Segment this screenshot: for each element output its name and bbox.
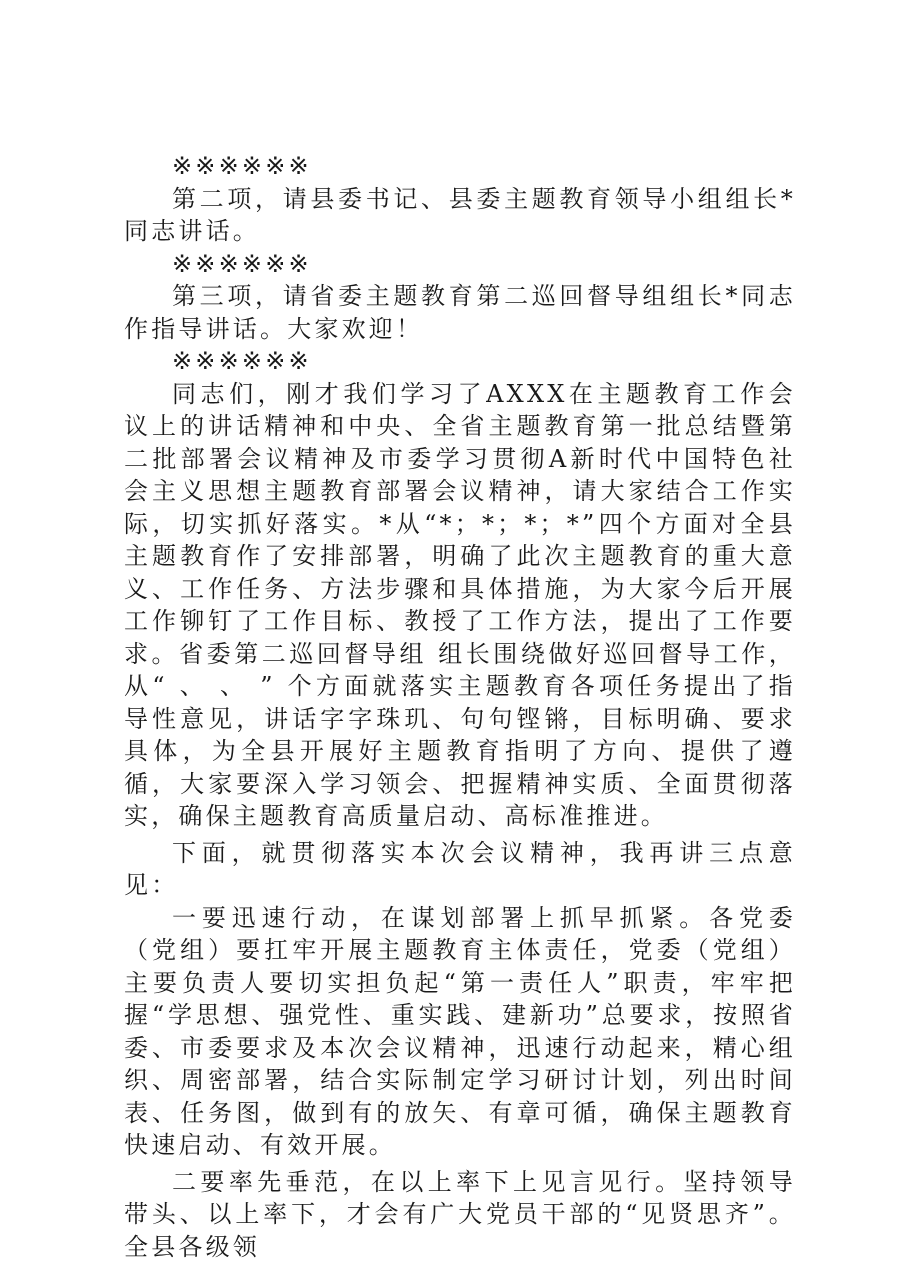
- paragraph-item-2: 第二项，请县委书记、县委主题教育领导小组组长*同志讲话。: [124, 184, 796, 245]
- separator-line: ※※※※※※: [172, 347, 312, 375]
- separator-line: ※※※※※※: [172, 249, 312, 278]
- paragraph-opinion-1: 一要迅速行动，在谋划部署上抓早抓紧。各党委（党组）要扛牢开展主题教育主体责任，党委（党组）主要负责人要切实担负起“第一责任人”职责，牢牢把握“学思想、强党性、重实践、建新功”总要求，按照省委、市委要求及本次会议精神，迅速行动起来，精心组织、周密部署，结合实际制定学习研讨计划，列出时间表、任务图，做到有的放矢、有章可循，确保主题教育快速启动、有效开展。: [124, 903, 796, 1159]
- paragraph-summary: 同志们，刚才我们学习了AXXX在主题教育工作会议上的讲话精神和中央、全省主题教育第一批总结暨第二批部署会议精神及市委学习贯彻A新时代中国特色社会主义思想主题教育部署会议精神，请大家结合工作实际，切实抓好落实。*从“*；*；*；*”四个方面对全县主题教育作了安排部署，明确了此次主题教育的重大意义、工作任务、方法步骤和具体措施，为大家今后开展工作铆钉了工作目标、教授了工作方法，提出了工作要求。省委第二巡回督导组 组长围绕做好巡回督导工作，从“ 、 、 ” 个方面就落实主题教育各项任务提出了指导性意见，讲话字字珠玑、句句铿锵，目标明确、要求具体，为全县开展好主题教育指明了方向、提供了遵循，大家要深入学习领会、把握精神实质、全面贯彻落实，确保主题教育高质量启动、高标准推进。: [124, 379, 796, 830]
- document-body: [124, 150, 796, 1263]
- paragraph-item-3: 第三项，请省委主题教育第二巡回督导组组长*同志作指导讲话。大家欢迎！: [124, 282, 796, 343]
- separator-line: ※※※※※※: [172, 152, 312, 180]
- paragraph-intro-opinions: 下面，就贯彻落实本次会议精神，我再讲三点意见：: [124, 838, 796, 899]
- paragraph-opinion-2: 二要率先垂范，在以上率下上见言见行。坚持领导带头、以上率下，才会有广大党员干部的“见贤思齐”。全县各级领: [124, 1167, 796, 1261]
